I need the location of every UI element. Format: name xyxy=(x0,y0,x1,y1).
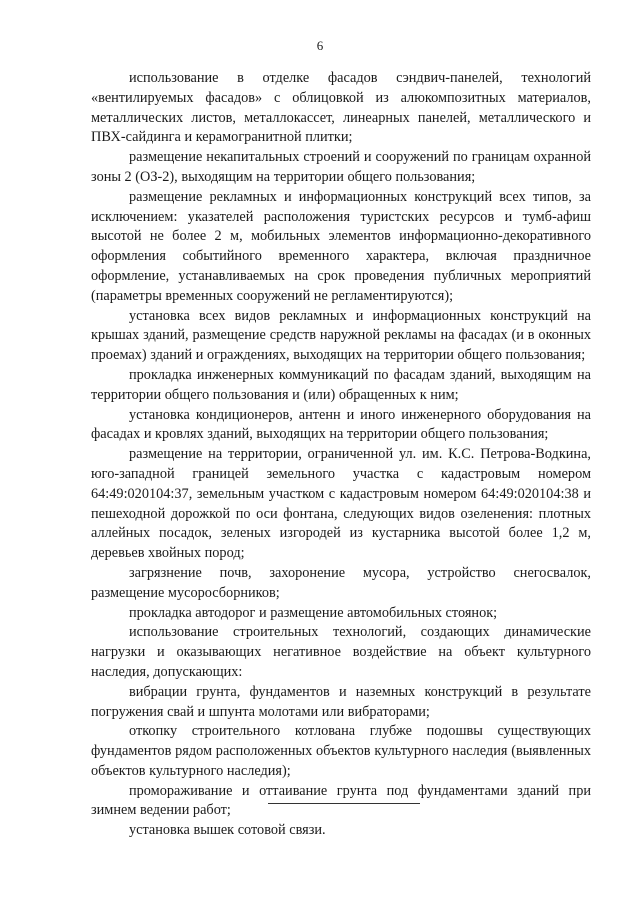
paragraph: прокладка инженерных коммуникаций по фасадам зданий, выходящим на территории общего пользования и (или) обращенных к ним; xyxy=(91,366,591,403)
paragraph: промораживание и оттаивание грунта под фундаментами зданий при зимнем ведении работ; xyxy=(91,782,591,819)
paragraph: установка всех видов рекламных и информационных конструкций на крышах зданий, размещение средств наружной рекламы на фасадах (и в оконных проемах) зданий и ограждениях, выходящих на территории общего пользования; xyxy=(91,307,591,364)
paragraph: вибрации грунта, фундаментов и наземных конструкций в результате погружения свай и шпунта молотами или вибраторами; xyxy=(91,683,591,720)
paragraph: размещение некапитальных строений и сооружений по границам охранной зоны 2 (ОЗ-2), выходящим на территории общего пользования; xyxy=(91,149,591,185)
end-divider-line xyxy=(268,803,420,804)
page-number: 6 xyxy=(316,38,324,53)
paragraph: загрязнение почв, захоронение мусора, устройство снегосвалок, размещение мусоросборников; xyxy=(91,564,591,601)
paragraph: использование в отделке фасадов сэндвич-панелей, технологий «вентилируемых фасадов» с облицовкой из алюкомпозитных материалов, металлических листов, металлокассет, линеарных панелей, металлического и ПВХ-сайдинга и керамогранитной плитки; xyxy=(91,70,591,146)
paragraph: размещение на территории, ограниченной ул. им. К.С. Петрова-Водкина, юго-западной границей земельного участка с кадастровым номером 64:49:020104:37, земельным участком с кадастровым номером 64:49:020104:38 и пешеходной дорожкой по оси фонтана, следующих видов озеленения: плотных аллейных посадок, зеленых изгородей из кустарника высотой более 1,2 м, деревьев хвойных пород; xyxy=(91,446,591,562)
paragraph: установка кондиционеров, антенн и иного инженерного оборудования на фасадах и кровлях зданий, выходящих на территории общего пользования; xyxy=(91,406,591,443)
paragraph: откопку строительного котлована глубже подошвы существующих фундаментов рядом расположенных объектов культурного наследия (выявленных объектов культурного наследия); xyxy=(91,723,591,779)
paragraph: установка вышек сотовой связи. xyxy=(129,822,326,839)
paragraph: размещение рекламных и информационных конструкций всех типов, за исключением: указателей расположения туристских ресурсов и тумб-афиш высотой не более 2 м, мобильных элементов информационно-декоративного оформления событийного временного характера, включая праздничное оформление, устанавливаемых на срок проведения публичных мероприятий (параметры временных сооружений не регламентируются); xyxy=(91,188,591,304)
paragraph: прокладка автодорог и размещение автомобильных стоянок; xyxy=(129,604,498,621)
document-body xyxy=(91,69,591,841)
paragraph: использование строительных технологий, создающих динамические нагрузки и оказывающих негативное воздействие на объект культурного наследия, допускающих: xyxy=(91,624,591,680)
